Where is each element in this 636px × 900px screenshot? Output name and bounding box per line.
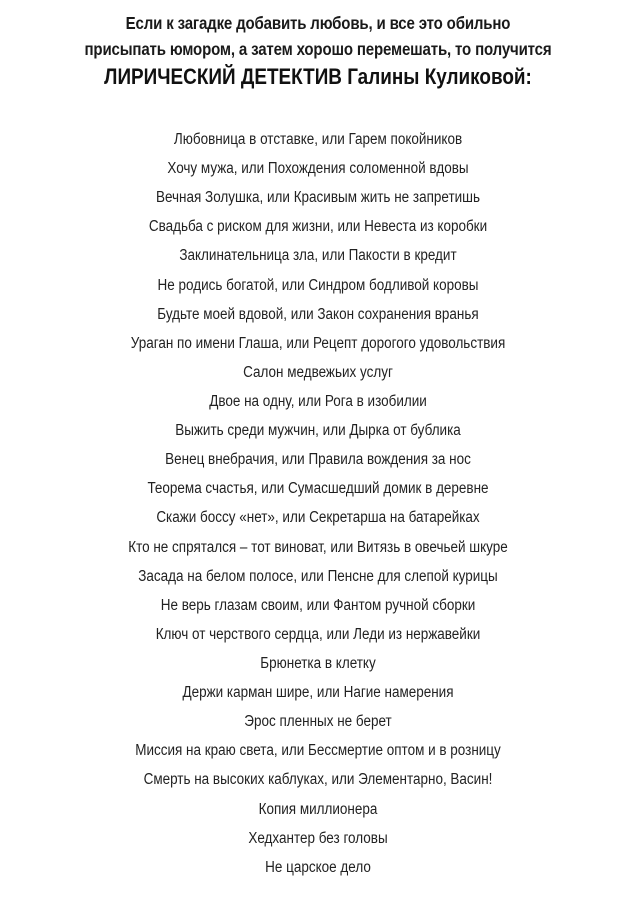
book-title: Будьте моей вдовой, или Закон сохранения вранья xyxy=(157,305,479,323)
book-title-list xyxy=(0,125,636,882)
intro-line-2: присыпать юмором, а затем хорошо перемешать, то получится xyxy=(84,39,552,59)
book-title: Свадьба с риском для жизни, или Невеста из коробки xyxy=(148,218,488,236)
intro-line-1: Если к загадке добавить любовь, и все это обильно xyxy=(125,13,511,33)
book-title: Копия миллионера xyxy=(258,800,378,818)
book-title: Теорема счастья, или Сумасшедший домик в деревне xyxy=(147,480,489,498)
intro-block xyxy=(0,10,636,92)
book-title: Скажи боссу «нет», или Секретарша на батарейках xyxy=(156,509,480,527)
book-title: Миссия на краю света, или Бессмертие оптом и в розницу xyxy=(135,742,501,760)
series-heading: ЛИРИЧЕСКИЙ ДЕТЕКТИВ Галины Куликовой: xyxy=(104,64,532,89)
book-title: Держи карман шире, или Нагие намерения xyxy=(182,684,454,702)
book-title: Не родись богатой, или Синдром бодливой коровы xyxy=(157,276,479,294)
book-title: Вечная Золушка, или Красивым жить не запретишь xyxy=(155,189,480,207)
book-title: Не верь глазам своим, или Фантом ручной сборки xyxy=(160,596,476,614)
book-title: Салон медвежьих услуг xyxy=(243,363,393,381)
book-title: Смерть на высоких каблуках, или Элементарно, Васин! xyxy=(143,771,493,789)
book-title: Засада на белом полосе, или Пенсне для слепой курицы xyxy=(138,567,498,585)
book-title: Хедхантер без головы xyxy=(248,829,388,847)
book-title: Брюнетка в клетку xyxy=(260,654,376,672)
book-title: Венец внебрачия, или Правила вождения за нос xyxy=(165,451,471,469)
book-title: Хочу мужа, или Похождения соломенной вдовы xyxy=(167,160,469,178)
book-title: Не царское дело xyxy=(265,858,371,876)
book-title: Ураган по имени Глаша, или Рецепт дорогого удовольствия xyxy=(130,334,506,352)
book-title: Ключ от черствого сердца, или Леди из нержавейки xyxy=(155,625,481,643)
book-title: Эрос пленных не берет xyxy=(244,713,392,731)
book-title: Любовница в отставке, или Гарем покойников xyxy=(173,131,463,148)
book-title: Кто не спрятался – тот виноват, или Витязь в овечьей шкуре xyxy=(128,538,508,556)
book-title: Двое на одну, или Рога в изобилии xyxy=(209,392,427,410)
book-title: Выжить среди мужчин, или Дырка от бублика xyxy=(175,422,461,440)
book-title: Заклинательница зла, или Пакости в кредит xyxy=(179,247,457,265)
